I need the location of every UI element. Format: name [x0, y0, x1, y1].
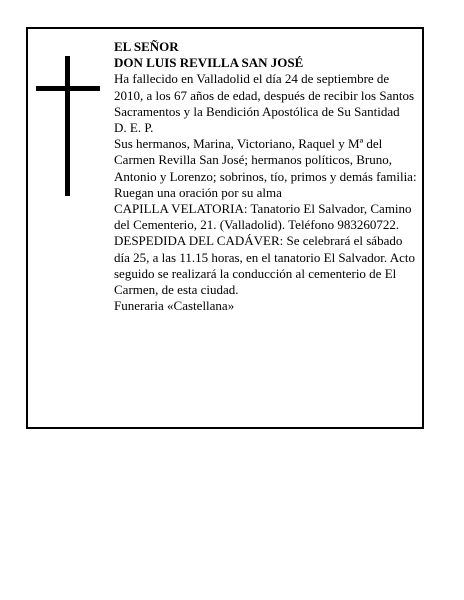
notice-title: EL SEÑOR: [114, 39, 179, 54]
deceased-name: DON LUIS REVILLA SAN JOSÉ: [114, 55, 304, 71]
prayer-request: Ruegan una oración por su alma: [114, 184, 282, 200]
farewell-info: DESPEDIDA DEL CADÁVER: Se celebrará el sábado día 25, a las 11.15 horas, en el tanatorio El Salvador. Acto seguido se realizará la conducción al cementerio de El Carmen, de esta ciudad.: [114, 233, 415, 298]
funeral-home: Funeraria «Castellana»: [114, 298, 235, 314]
obituary-text: [114, 39, 420, 314]
death-announcement: Ha fallecido en Valladolid el día 24 de septiembre de 2010, a los 67 años de edad, después de recibir los Santos Sacramentos y la Bendición Apostólica de Su Santidad: [114, 71, 415, 119]
family-list: Sus hermanos, Marina, Victoriano, Raquel y Mª del Carmen Revilla San José; hermanos políticos, Bruno, Antonio y Lorenzo; sobrinos, tío, primos y demás familia:: [114, 136, 417, 184]
cross-horizontal-bar: [36, 86, 100, 91]
dep-abbreviation: D. E. P.: [114, 120, 154, 136]
chapel-info: CAPILLA VELATORIA: Tanatorio El Salvador, Camino del Cementerio, 21. (Valladolid). Teléfono 983260722.: [114, 201, 412, 233]
cross-icon: [36, 56, 100, 196]
cross-vertical-bar: [65, 56, 70, 196]
